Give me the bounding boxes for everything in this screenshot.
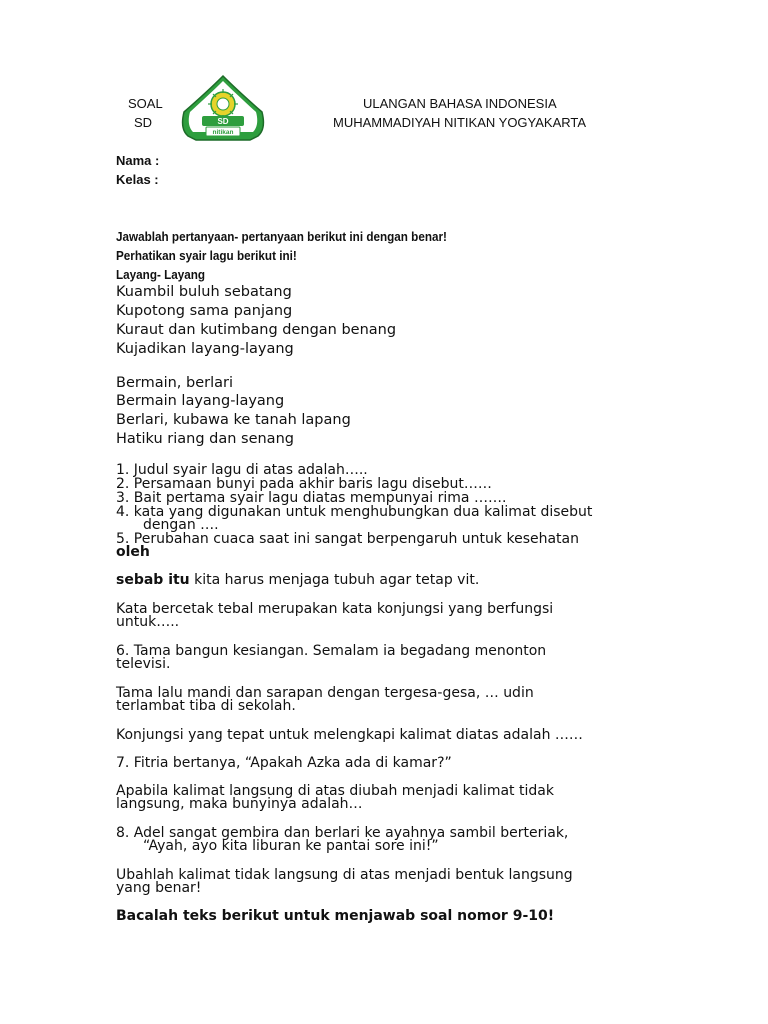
poem-line: Bermain layang-layang — [116, 393, 285, 409]
question-7-ask-cont: langsung, maka bunyinya adalah… — [116, 796, 363, 812]
question-5-ask-cont: untuk….. — [116, 614, 180, 630]
poem-line: Kuraut dan kutimbang dengan benang — [116, 322, 397, 338]
poem-line: Kujadikan layang-layang — [116, 341, 294, 357]
poem-line: Hatiku riang dan senang — [116, 431, 294, 447]
svg-text:SD: SD — [217, 117, 229, 126]
poem-line: Kupotong sama panjang — [116, 303, 293, 319]
name-label: Nama : — [116, 153, 160, 168]
exam-title: ULANGAN BAHASA INDONESIA — [363, 96, 557, 111]
question-8-ask-cont: yang benar! — [116, 880, 202, 896]
song-title: Layang- Layang — [116, 267, 206, 282]
question-5-oleh: oleh — [116, 544, 150, 560]
school-name: MUHAMMADIYAH NITIKAN YOGYAKARTA — [333, 115, 587, 130]
question-5: 5. Perubahan cuaca saat ini sangat berpengaruh untuk kesehatan — [116, 531, 579, 547]
question-5-rest: kita harus menjaga tubuh agar tetap vit. — [189, 572, 480, 588]
question-6-cont: televisi. — [116, 656, 171, 672]
question-6-ask: Konjungsi yang tepat untuk melengkapi kalimat diatas adalah …… — [116, 727, 583, 743]
logo-text: nitikan — [212, 129, 234, 136]
class-label: Kelas : — [116, 172, 159, 187]
poem-line: Bermain, berlari — [116, 375, 234, 391]
question-6-text-cont: terlambat tiba di sekolah. — [116, 698, 296, 714]
question-6-text: Tama lalu mandi dan sarapan dengan tergesa-gesa, … udin — [116, 685, 534, 701]
question-5-ask: Kata bercetak tebal merupakan kata konjungsi yang berfungsi — [116, 601, 554, 617]
question-8: 8. Adel sangat gembira dan berlari ke ayahnya sambil berteriak, — [116, 825, 569, 841]
question-4: 4. kata yang digunakan untuk menghubungkan dua kalimat disebut — [116, 504, 593, 520]
question-8-ask: Ubahlah kalimat tidak langsung di atas menjadi bentuk langsung — [116, 867, 573, 883]
header-soal: SOAL — [128, 96, 163, 111]
question-7-ask: Apabila kalimat langsung di atas diubah menjadi kalimat tidak — [116, 783, 554, 799]
question-5-bold: sebab itu — [116, 572, 190, 588]
question-4-cont: dengan …. — [143, 517, 219, 533]
question-1: 1. Judul syair lagu di atas adalah….. — [116, 462, 368, 478]
header-sd: SD — [134, 115, 153, 130]
instruction-line: Jawablah pertanyaan- pertanyaan berikut ini dengan benar! — [116, 229, 447, 244]
question-2: 2. Persamaan bunyi pada akhir baris lagu disebut…… — [116, 476, 492, 492]
question-6: 6. Tama bangun kesiangan. Semalam ia begadang menonton — [116, 643, 547, 659]
reading-instruction: Bacalah teks berikut untuk menjawab soal nomor 9-10! — [116, 908, 555, 924]
question-7: 7. Fitria bertanya, “Apakah Azka ada di kamar?” — [116, 755, 452, 771]
question-5-sentence — [116, 572, 479, 588]
question-8-quote: “Ayah, ayo kita liburan ke pantai sore ini!” — [143, 838, 439, 854]
question-3: 3. Bait pertama syair lagu diatas mempunyai rima ……. — [116, 490, 507, 506]
poem-line: Kuambil buluh sebatang — [116, 284, 292, 300]
school-logo — [178, 74, 268, 144]
instruction-line: Perhatikan syair lagu berikut ini! — [116, 248, 297, 263]
poem-line: Berlari, kubawa ke tanah lapang — [116, 412, 351, 428]
